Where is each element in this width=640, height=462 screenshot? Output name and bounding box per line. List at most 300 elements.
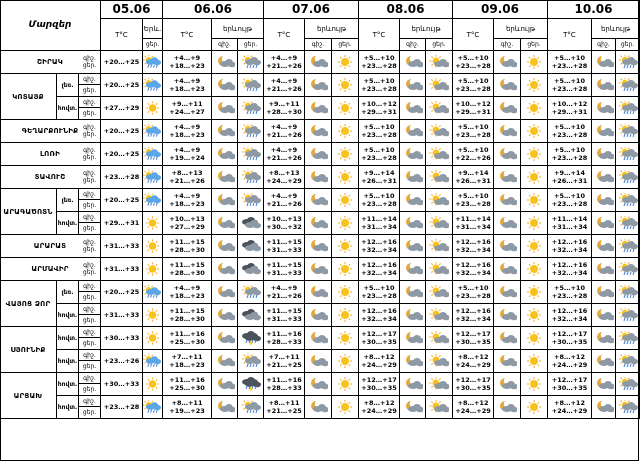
weather-icon-cell: [143, 120, 163, 143]
day-temperature: +23…+28: [551, 292, 588, 300]
moon-cloud-icon: [308, 239, 328, 253]
night-temperature: +5…+10: [457, 53, 489, 62]
day-weather-cell: [332, 327, 359, 350]
day-weather-cell: [332, 51, 359, 74]
temp-unit-header: T°C: [548, 19, 592, 51]
cloud-icon: [241, 239, 261, 253]
night-temperature: +8…+12: [363, 352, 395, 361]
moon-cloud-icon: [215, 170, 235, 184]
storm-cloud-icon: [241, 377, 261, 391]
night-temperature: +12…+17: [361, 329, 397, 338]
night-temperature: +8…+12: [457, 352, 489, 361]
day-weather-cell: [521, 143, 548, 166]
night-label: գիշ.: [83, 239, 96, 246]
day-weather-cell: [616, 212, 640, 235]
day-weather-cell: [426, 97, 453, 120]
sun-rain-icon: [241, 285, 261, 299]
day-weather-cell: [238, 51, 264, 74]
night-temperature: +4…+9: [270, 122, 298, 131]
temperature-cell: [548, 235, 592, 258]
sun-icon: [524, 285, 544, 299]
tod-labels: [79, 51, 101, 74]
day-temperature: +21…+25: [266, 361, 302, 369]
date-header: 08.06: [359, 0, 453, 19]
temperature-cell: [548, 258, 592, 281]
day-temperature: +18…+23: [169, 361, 205, 369]
night-label: գիշ.: [79, 396, 101, 407]
day-temperature: +20…+25: [103, 57, 140, 66]
night-weather-cell: [400, 235, 426, 258]
day-weather-cell: [521, 74, 548, 97]
day-temperature: +26…+31: [551, 177, 588, 185]
moon-cloud-icon: [308, 331, 328, 345]
night-weather-cell: [305, 235, 332, 258]
temperature-cell: [359, 74, 400, 97]
day-label: ցեր.: [82, 154, 97, 161]
day-weather-cell: [332, 212, 359, 235]
temperature-cell: [163, 396, 212, 419]
region-name: ՇԻՐԱԿ: [0, 51, 101, 74]
night-temperature: +12…+16: [551, 237, 588, 246]
sun-icon: [335, 262, 355, 276]
moon-cloud-icon: [594, 78, 614, 92]
day-temperature: +30…+35: [455, 384, 491, 392]
night-temperature: +5…+10: [363, 76, 395, 85]
temperature-cell: [453, 258, 494, 281]
sun-rain-icon: [241, 78, 261, 92]
day-temperature: +26…+31: [455, 177, 491, 185]
temperature-cell: [548, 51, 592, 74]
day-weather-cell: [426, 212, 453, 235]
night-weather-cell: [592, 281, 616, 304]
day-weather-cell: [238, 143, 264, 166]
temperature-cell: [101, 396, 143, 419]
day-weather-cell: [332, 120, 359, 143]
temperature-cell: [101, 212, 143, 235]
moon-cloud-icon: [308, 285, 328, 299]
sun-icon: [143, 308, 162, 322]
night-temperature: +5…+10: [457, 191, 489, 200]
weather-icon-cell: [143, 166, 163, 189]
sun-rain-icon: [618, 101, 638, 115]
day-weather-cell: [426, 350, 453, 373]
sun-icon: [524, 331, 544, 345]
night-weather-cell: [400, 212, 426, 235]
moon-cloud-icon: [403, 400, 423, 414]
day-weather-cell: [238, 396, 264, 419]
day-weather-cell: [426, 281, 453, 304]
day-weather-cell: [332, 373, 359, 396]
night-weather-cell: [212, 74, 238, 97]
moon-cloud-icon: [497, 354, 517, 368]
temperature-cell: [359, 258, 400, 281]
night-weather-cell: [212, 235, 238, 258]
day-temperature: +24…+29: [361, 407, 397, 415]
day-temperature: +31…+34: [361, 223, 397, 231]
day-temperature: +21…+26: [266, 85, 302, 93]
night-weather-cell: [592, 97, 616, 120]
day-weather-cell: [426, 373, 453, 396]
day-temperature: +30…+33: [103, 333, 140, 342]
temperature-cell: [101, 189, 143, 212]
night-temperature: +8…+12: [457, 398, 489, 407]
moon-cloud-icon: [594, 308, 614, 322]
night-subheader: գիշ.: [400, 39, 426, 51]
day-temperature: +30…+35: [551, 338, 588, 346]
moon-cloud-icon: [497, 170, 517, 184]
night-temperature: +12…+16: [361, 237, 397, 246]
day-weather-cell: [521, 235, 548, 258]
night-temperature: +10…+12: [551, 99, 588, 108]
day-temperature: +23…+28: [455, 200, 491, 208]
weather-icon-cell: [143, 373, 163, 396]
day-weather-cell: [616, 189, 640, 212]
night-temperature: +4…+9: [270, 145, 298, 154]
night-weather-cell: [212, 304, 238, 327]
weather-icon-cell: [143, 327, 163, 350]
temperature-cell: [264, 373, 305, 396]
night-weather-cell: [212, 120, 238, 143]
day-temperature: +32…+34: [455, 246, 491, 254]
day-label: ցեր.: [82, 62, 97, 69]
sun-rain-icon: [241, 124, 261, 138]
moon-cloud-icon: [215, 147, 235, 161]
sun-icon: [524, 308, 544, 322]
night-temperature: +5…+10: [554, 145, 585, 154]
day-weather-cell: [426, 74, 453, 97]
night-temperature: +11…+14: [455, 214, 491, 223]
temperature-cell: [548, 166, 592, 189]
temperature-cell: [453, 373, 494, 396]
sun-icon: [335, 55, 355, 69]
day-weather-cell: [332, 396, 359, 419]
day-weather-cell: [616, 235, 640, 258]
day-temperature: +24…+29: [455, 407, 491, 415]
moon-cloud-icon: [403, 193, 423, 207]
night-weather-cell: [305, 51, 332, 74]
sun-icon: [524, 354, 544, 368]
moon-cloud-icon: [497, 400, 517, 414]
night-temperature: +12…+16: [361, 260, 397, 269]
subregion-label: հովտ.: [57, 304, 79, 327]
temperature-cell: [453, 74, 494, 97]
tod-labels: [79, 166, 101, 189]
moon-cloud-icon: [403, 170, 423, 184]
temperature-cell: [163, 166, 212, 189]
sun-rain-icon: [618, 124, 638, 138]
day-temperature: +30…+35: [455, 338, 491, 346]
day-weather-cell: [426, 189, 453, 212]
day-weather-cell: [426, 396, 453, 419]
temperature-cell: [264, 212, 305, 235]
night-weather-cell: [494, 327, 521, 350]
sun-cloud-icon: [429, 400, 449, 414]
night-temperature: +11…+15: [169, 260, 205, 269]
tod-labels: [79, 120, 101, 143]
sun-icon: [524, 147, 544, 161]
moon-cloud-icon: [497, 147, 517, 161]
moon-cloud-icon: [594, 285, 614, 299]
day-weather-cell: [332, 350, 359, 373]
night-temperature: +12…+16: [361, 306, 397, 315]
moon-cloud-icon: [497, 101, 517, 115]
sun-rain-icon: [618, 285, 638, 299]
cloud-sun-rain-icon: [143, 354, 162, 368]
day-weather-cell: [332, 281, 359, 304]
night-temperature: +11…+14: [361, 214, 397, 223]
temperature-cell: [548, 97, 592, 120]
day-temperature: +30…+33: [103, 379, 140, 388]
day-temperature: +20…+25: [103, 287, 140, 296]
cloud-sun-rain-icon: [143, 285, 162, 299]
day-temperature: +31…+34: [551, 223, 588, 231]
day-temperature: +23…+28: [455, 292, 491, 300]
temperature-cell: [359, 189, 400, 212]
day-label: ցեր.: [79, 407, 101, 419]
moon-cloud-icon: [403, 239, 423, 253]
temperature-cell: [548, 350, 592, 373]
day-weather-cell: [238, 189, 264, 212]
day-weather-cell: [521, 120, 548, 143]
night-temperature: +5…+10: [363, 145, 395, 154]
temperature-cell: [264, 166, 305, 189]
day-weather-cell: [332, 235, 359, 258]
day-temperature: +23…+28: [361, 200, 397, 208]
temperature-cell: [453, 97, 494, 120]
night-temperature: +9…+14: [363, 168, 395, 177]
night-weather-cell: [305, 350, 332, 373]
subregion-label: լեռ.: [57, 281, 79, 304]
moon-cloud-icon: [403, 262, 423, 276]
day-weather-cell: [238, 373, 264, 396]
weather-icon-cell: [143, 212, 163, 235]
night-weather-cell: [592, 350, 616, 373]
night-weather-cell: [305, 120, 332, 143]
day-weather-cell: [521, 327, 548, 350]
moon-cloud-icon: [215, 331, 235, 345]
night-weather-cell: [494, 281, 521, 304]
cloud-sun-rain-icon: [143, 78, 162, 92]
day-temperature: +19…+23: [169, 407, 205, 415]
phenomenon-header: երևույթ: [494, 19, 548, 39]
night-temperature: +4…+9: [173, 191, 201, 200]
night-temperature: +5…+10: [554, 53, 585, 62]
day-temperature: +23…+28: [361, 131, 397, 139]
night-label: գիշ.: [83, 170, 96, 177]
sun-rain-icon: [618, 262, 638, 276]
cloud-sun-rain-icon: [143, 170, 162, 184]
day-weather-cell: [332, 166, 359, 189]
night-temperature: +12…+17: [455, 375, 491, 384]
night-weather-cell: [592, 74, 616, 97]
moon-cloud-icon: [215, 193, 235, 207]
moon-cloud-icon: [215, 354, 235, 368]
day-temperature: +23…+28: [361, 85, 397, 93]
day-temperature: +23…+28: [455, 131, 491, 139]
night-temperature: +12…+16: [455, 306, 491, 315]
moon-cloud-icon: [403, 377, 423, 391]
night-temperature: +12…+16: [455, 260, 491, 269]
day-weather-cell: [238, 97, 264, 120]
temperature-cell: [264, 51, 305, 74]
night-temperature: +12…+17: [455, 329, 491, 338]
moon-cloud-icon: [308, 262, 328, 276]
day-temperature: +23…+28: [551, 131, 588, 139]
night-weather-cell: [212, 281, 238, 304]
day-subheader: ցեր.: [332, 39, 359, 51]
sun-rain-icon: [241, 147, 261, 161]
night-weather-cell: [212, 396, 238, 419]
night-temperature: +8…+11: [268, 398, 300, 407]
cloud-icon: [241, 262, 261, 276]
moon-cloud-icon: [308, 101, 328, 115]
temperature-cell: [163, 212, 212, 235]
day-weather-cell: [332, 74, 359, 97]
night-temperature: +12…+17: [551, 375, 588, 384]
night-weather-cell: [592, 373, 616, 396]
night-temperature: +8…+13: [268, 168, 300, 177]
day-temperature: +24…+29: [551, 361, 588, 369]
date-header: 10.06: [548, 0, 640, 19]
night-temperature: +5…+10: [457, 283, 489, 292]
night-temperature: +5…+10: [554, 283, 585, 292]
moon-cloud-icon: [308, 354, 328, 368]
moon-cloud-icon: [497, 193, 517, 207]
night-weather-cell: [592, 120, 616, 143]
sun-cloud-icon: [429, 331, 449, 345]
day-weather-cell: [426, 143, 453, 166]
day-weather-cell: [521, 373, 548, 396]
day-weather-cell: [616, 120, 640, 143]
day-temperature: +32…+34: [551, 315, 588, 323]
day-weather-cell: [521, 212, 548, 235]
moon-cloud-icon: [594, 354, 614, 368]
temperature-cell: [359, 373, 400, 396]
region-name: ԱՐՑԱԽ: [0, 373, 57, 419]
temperature-cell: [101, 373, 143, 396]
day-weather-cell: [426, 304, 453, 327]
day-temperature: +21…+26: [266, 292, 302, 300]
temperature-cell: [163, 235, 212, 258]
night-subheader: գիշ.: [305, 39, 332, 51]
day-subheader: ցեր.: [521, 39, 548, 51]
day-temperature: +31…+33: [266, 269, 302, 277]
night-temperature: +4…+9: [173, 145, 201, 154]
temperature-cell: [101, 350, 143, 373]
night-temperature: +8…+11: [171, 398, 203, 407]
day-temperature: +23…+28: [551, 85, 588, 93]
day-weather-cell: [426, 258, 453, 281]
moon-cloud-icon: [497, 377, 517, 391]
temperature-cell: [163, 51, 212, 74]
night-temperature: +7…+11: [171, 352, 203, 361]
night-temperature: +8…+12: [554, 398, 585, 407]
day-weather-cell: [616, 373, 640, 396]
day-weather-cell: [521, 350, 548, 373]
day-temperature: +25…+30: [169, 338, 205, 346]
night-weather-cell: [305, 304, 332, 327]
night-weather-cell: [400, 373, 426, 396]
temperature-cell: [264, 189, 305, 212]
day-temperature: +31…+34: [455, 223, 491, 231]
moon-cloud-icon: [215, 262, 235, 276]
day-temperature: +21…+25: [266, 407, 302, 415]
day-weather-cell: [238, 235, 264, 258]
night-weather-cell: [212, 258, 238, 281]
night-weather-cell: [400, 258, 426, 281]
moon-cloud-icon: [497, 331, 517, 345]
day-label: ցեր.: [79, 384, 101, 396]
night-weather-cell: [494, 396, 521, 419]
day-weather-cell: [332, 304, 359, 327]
day-temperature: +23…+28: [103, 172, 140, 181]
night-weather-cell: [305, 373, 332, 396]
night-temperature: +12…+16: [455, 237, 491, 246]
night-weather-cell: [212, 189, 238, 212]
night-weather-cell: [494, 189, 521, 212]
night-weather-cell: [494, 235, 521, 258]
cloud-sun-rain-icon: [143, 400, 162, 414]
temperature-cell: [101, 51, 143, 74]
sun-icon: [335, 124, 355, 138]
sun-cloud-icon: [429, 354, 449, 368]
night-weather-cell: [494, 120, 521, 143]
night-weather-cell: [592, 166, 616, 189]
night-weather-cell: [592, 212, 616, 235]
night-weather-cell: [592, 143, 616, 166]
night-weather-cell: [494, 258, 521, 281]
day-temperature: +31…+33: [103, 241, 140, 250]
date-header: 06.06: [163, 0, 264, 19]
night-label: գիշ.: [83, 124, 96, 131]
day-weather-cell: [616, 143, 640, 166]
night-label: գիշ.: [83, 262, 96, 269]
temp-unit-header: T°C: [359, 19, 400, 51]
subregion-label: հովտ.: [57, 373, 79, 396]
region-name: ԳԵՂԱՐՔՈՒՆԻՔ: [0, 120, 101, 143]
night-label: գիշ.: [79, 373, 101, 384]
day-temperature: +23…+28: [455, 62, 491, 70]
day-weather-cell: [521, 258, 548, 281]
moon-cloud-icon: [403, 124, 423, 138]
night-subheader: գիշ.: [494, 39, 521, 51]
day-temperature: +29…+31: [551, 108, 588, 116]
day-temperature: +31…+33: [266, 315, 302, 323]
day-label: ցեր.: [82, 269, 97, 276]
night-label: գիշ.: [79, 74, 101, 85]
region-name: ԼՈՌԻ: [0, 143, 101, 166]
temperature-cell: [359, 143, 400, 166]
night-weather-cell: [592, 304, 616, 327]
sun-rain-icon: [618, 55, 638, 69]
night-weather-cell: [400, 166, 426, 189]
night-weather-cell: [212, 51, 238, 74]
temperature-cell: [264, 281, 305, 304]
night-weather-cell: [212, 97, 238, 120]
moon-cloud-icon: [403, 308, 423, 322]
corner-label: Մարզեր: [0, 0, 101, 51]
day-weather-cell: [616, 74, 640, 97]
night-weather-cell: [305, 396, 332, 419]
sun-cloud-icon: [429, 170, 449, 184]
night-weather-cell: [400, 189, 426, 212]
day-label: ցեր.: [79, 315, 101, 327]
temperature-cell: [264, 258, 305, 281]
subregion-label: հովտ.: [57, 327, 79, 350]
night-weather-cell: [494, 304, 521, 327]
night-temperature: +8…+13: [171, 168, 203, 177]
night-temperature: +5…+10: [554, 122, 585, 131]
